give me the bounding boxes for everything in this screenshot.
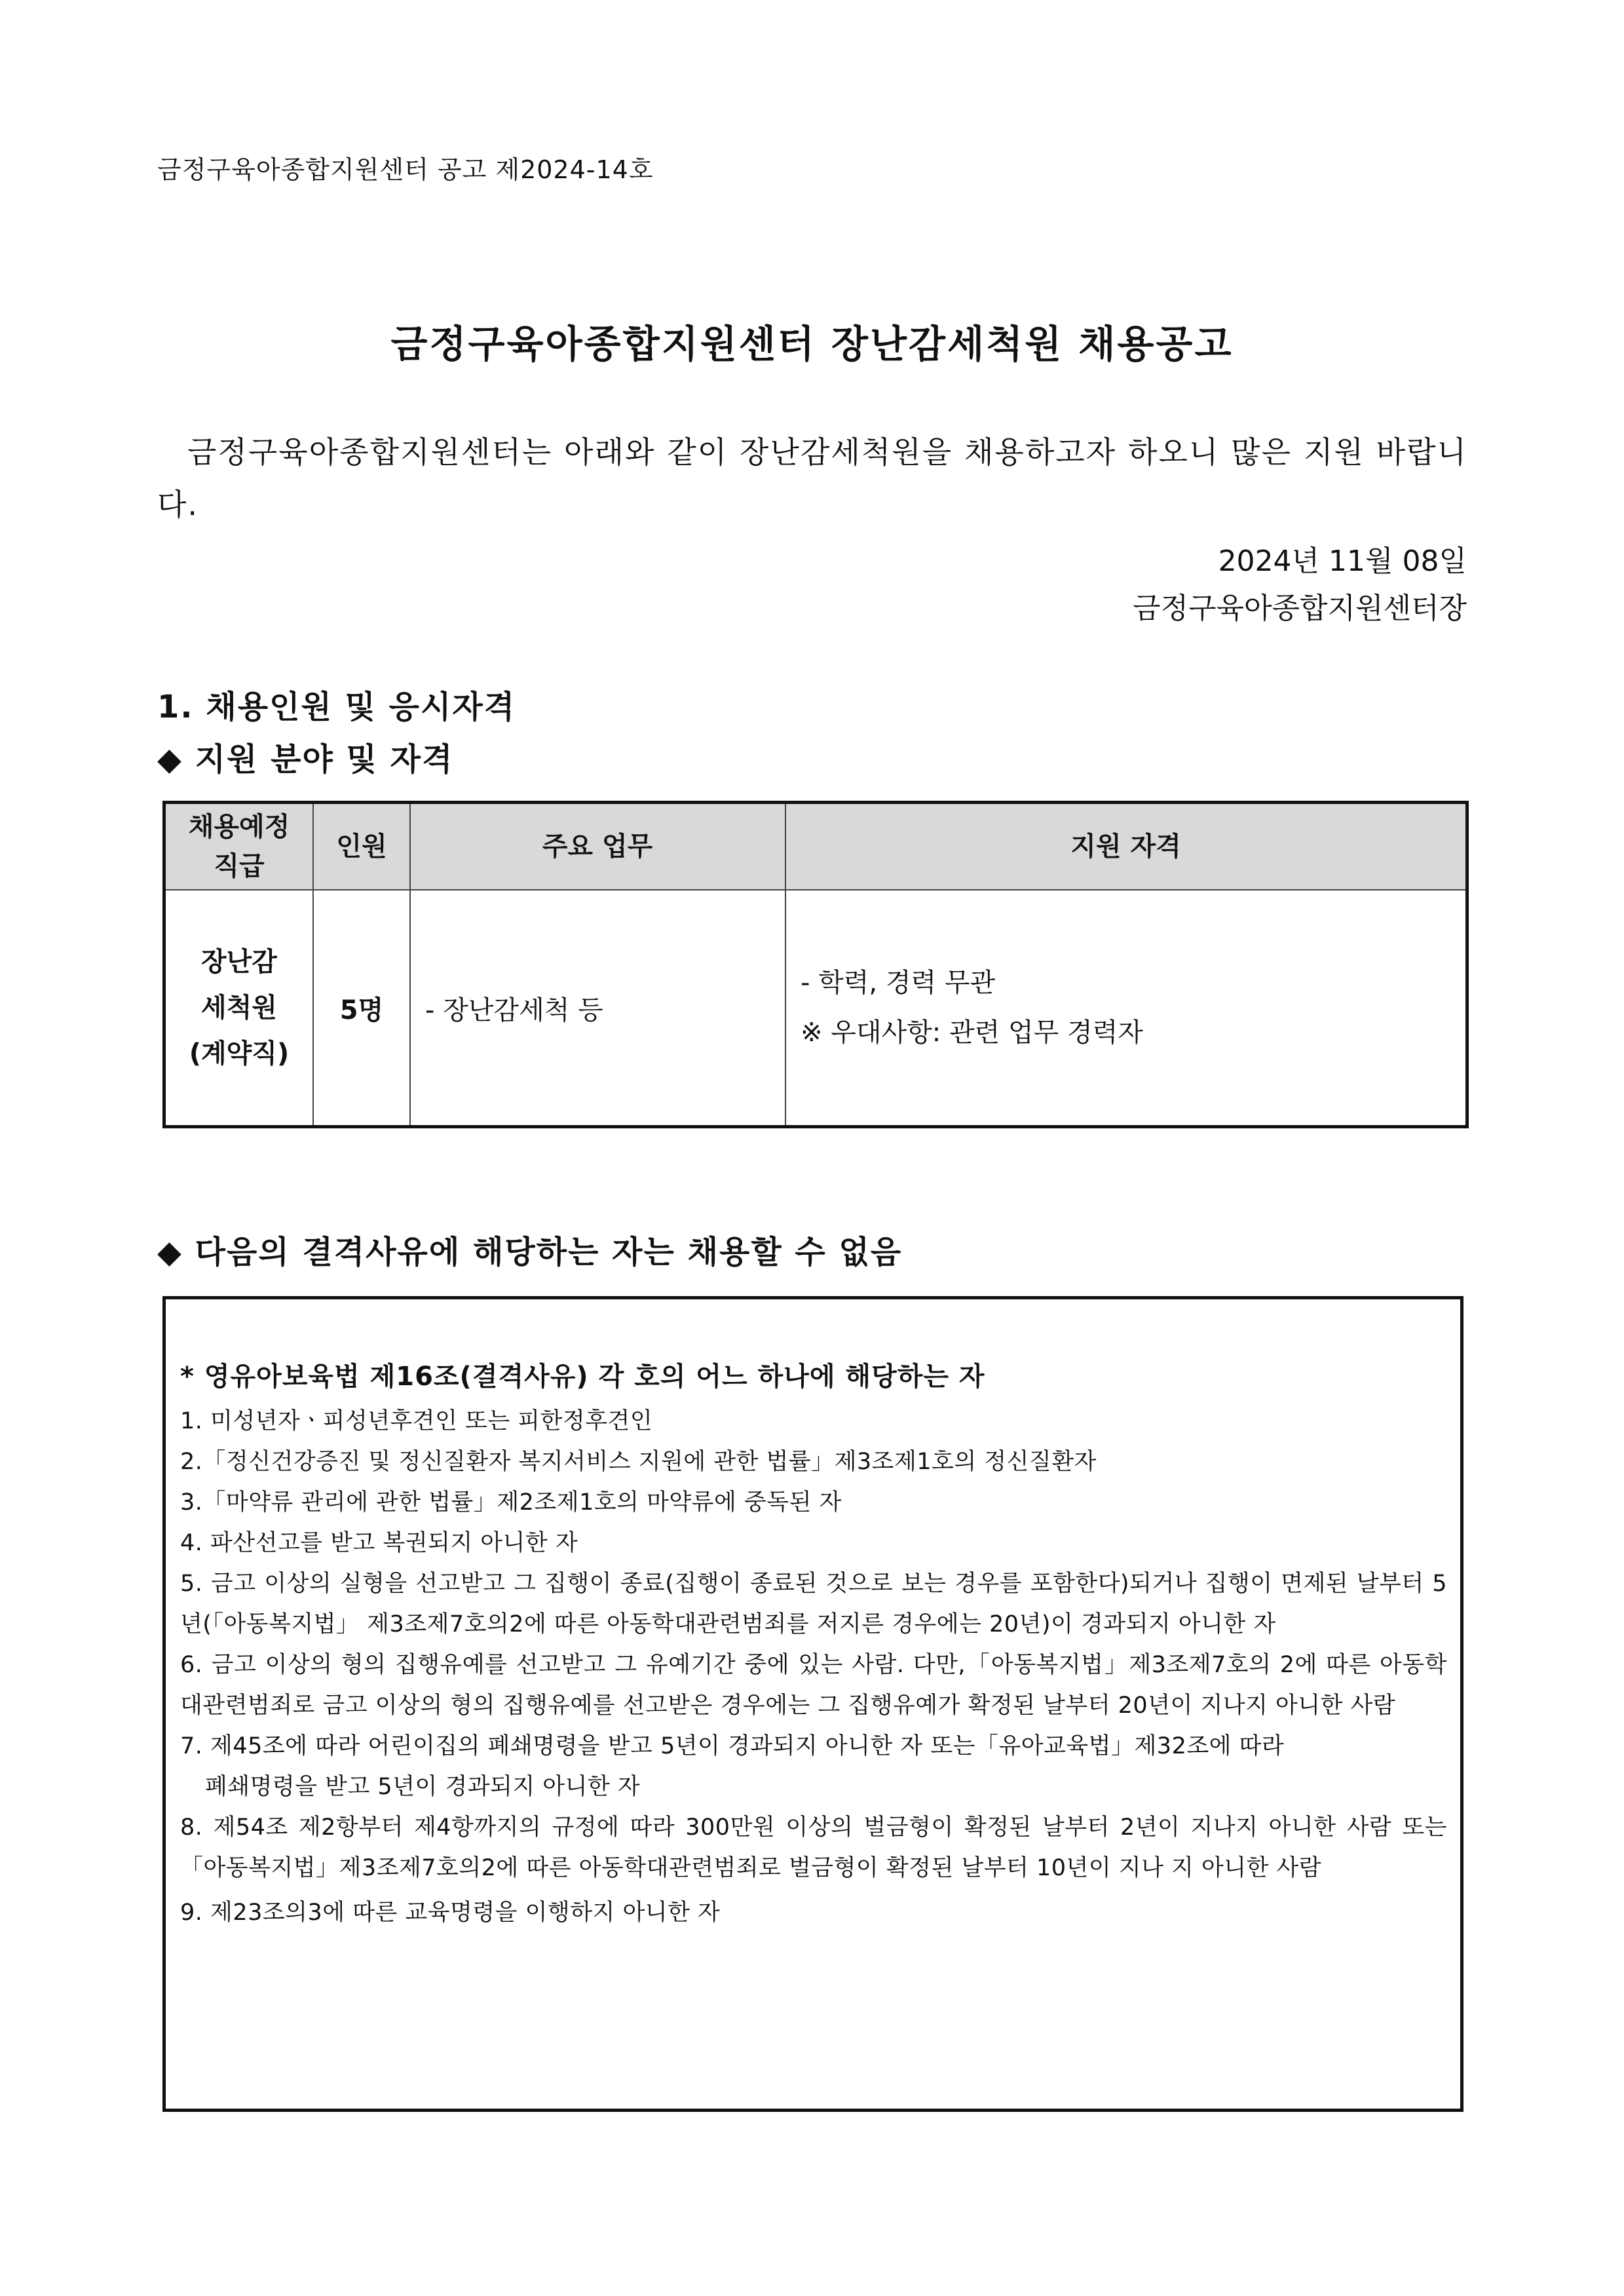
list-item: 4. 파산선고를 받고 복권되지 아니한 자 bbox=[180, 1530, 578, 1556]
section-heading-recruitment: 1. 채용인원 및 응시자격 bbox=[157, 689, 516, 725]
list-item: 8. 제54조 제2항부터 제4항까지의 규정에 따라 300만원 이상의 벌금형이 확정된 날부터 2년이 지나지 아니한 사람 또는「아동복지법」제3조제7호의2에 따른 아동학대관련범죄로 벌금형이 확정된 날부터 10년이 지나 지 아니한 사람 bbox=[180, 1814, 1447, 1881]
cell-rank bbox=[164, 890, 314, 1127]
table-header-row bbox=[164, 803, 1467, 890]
disqualification-list bbox=[180, 1401, 1447, 1933]
intro-text: 금정구육아종합지원센터는 아래와 같이 장난감세척원을 채용하고자 하오니 많은 지원 바랍니다. bbox=[157, 434, 1467, 522]
cell-rank-line1: 장난감 bbox=[201, 947, 277, 977]
table-row bbox=[164, 890, 1467, 1127]
list-item: 9. 제23조의3에 따른 교육명령을 이행하지 아니한 자 bbox=[180, 1900, 721, 1926]
header-rank bbox=[164, 803, 314, 890]
list-item: 6. 금고 이상의 형의 집행유예를 선고받고 그 유예기간 중에 있는 사람. 다만,「아동복지법」제3조제7호의 2에 따른 아동학대관련범죄로 금고 이상의 형의 집행유예를 선고받은 경우에는 그 집행유예가 확정된 날부터 20년이 지나지 아니한 사람 bbox=[180, 1652, 1447, 1719]
recruitment-table bbox=[162, 801, 1469, 1128]
cell-rank-line2: 세척원 bbox=[201, 993, 277, 1023]
cell-rank-line3: (계약직) bbox=[189, 1039, 290, 1069]
list-item-continuation-text: 폐쇄명령을 받고 5년이 경과되지 아니한 자 bbox=[205, 1774, 641, 1800]
disqualification-box bbox=[162, 1296, 1463, 2112]
header-qualification: 지원 자격 bbox=[785, 803, 1467, 890]
cell-duty: - 장난감세척 등 bbox=[410, 890, 785, 1127]
notice-date: 2024년 11월 08일 bbox=[1218, 545, 1467, 578]
subsection-heading-qualification: ◆ 지원 분야 및 자격 bbox=[157, 741, 454, 778]
header-count: 인원 bbox=[313, 803, 410, 890]
header-duty: 주요 업무 bbox=[410, 803, 785, 890]
cell-qualification-line1: - 학력, 경력 무관 bbox=[801, 968, 996, 998]
list-item: 5. 금고 이상의 실형을 선고받고 그 집행이 종료(집행이 종료된 것으로 보는 경우를 포함한다)되거나 집행이 면제된 날부터 5년(「아동복지법」 제3조제7호의2에 따른 아동학대관련범죄를 저지른 경우에는 20년)이 경과되지 아니한 자 bbox=[180, 1571, 1447, 1637]
list-item: 2.「정신건강증진 및 정신질환자 복지서비스 지원에 관한 법률」제3조제1호의 정신질환자 bbox=[180, 1449, 1097, 1475]
cell-qualification bbox=[785, 890, 1467, 1127]
intro-paragraph bbox=[157, 426, 1467, 531]
header-rank-line2: 직급 bbox=[214, 851, 265, 881]
page-title: 금정구육아종합지원센터 장난감세척원 채용공고 bbox=[390, 322, 1234, 366]
notice-number: 금정구육아종합지원센터 공고 제2024-14호 bbox=[157, 155, 654, 184]
issuer: 금정구육아종합지원센터장 bbox=[1132, 592, 1467, 625]
list-item: 7. 제45조에 따라 어린이집의 폐쇄명령을 받고 5년이 경과되지 아니한 자 또는「유아교육법」제32조에 따라 bbox=[180, 1733, 1285, 1759]
disqualification-heading: * 영유아보육법 제16조(결격사유) 각 호의 어느 하나에 해당하는 자 bbox=[180, 1362, 985, 1392]
list-item: 3.「마약류 관리에 관한 법률」제2조제1호의 마약류에 중독된 자 bbox=[180, 1489, 842, 1516]
cell-qualification-line2: ※ 우대사항: 관련 업무 경력자 bbox=[801, 1018, 1143, 1048]
cell-count: 5명 bbox=[313, 890, 410, 1127]
list-item-continuation bbox=[180, 1767, 1447, 1807]
header-rank-line1: 채용예정 bbox=[188, 812, 290, 842]
subsection-heading-disqualification: ◆ 다음의 결격사유에 해당하는 자는 채용할 수 없음 bbox=[157, 1234, 903, 1271]
list-item: 1. 미성년자ㆍ피성년후견인 또는 피한정후견인 bbox=[180, 1408, 653, 1434]
